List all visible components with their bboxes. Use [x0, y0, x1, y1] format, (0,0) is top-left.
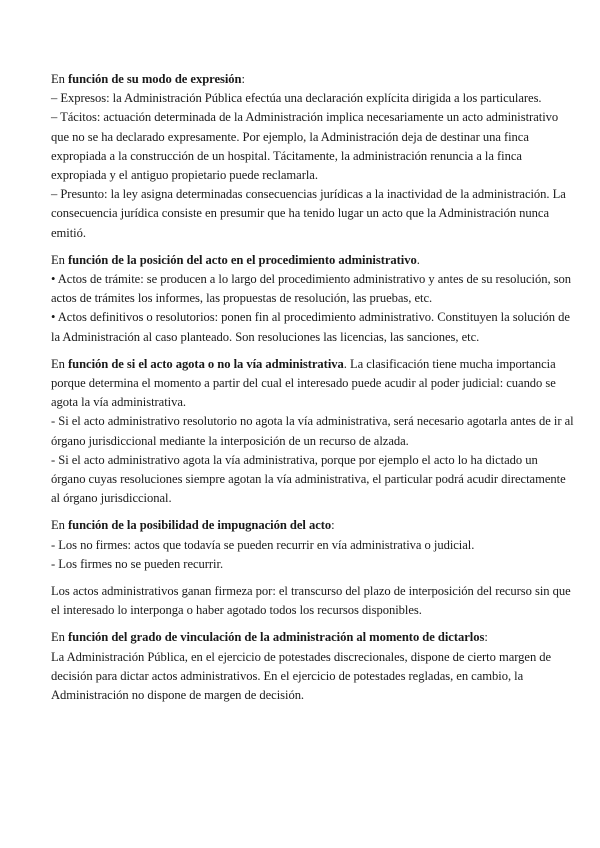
section-modo-expresion	[51, 70, 574, 243]
section-heading: En función de la posición del acto en el procedimiento administrativo.	[51, 252, 420, 267]
paragraph-line: • Actos de trámite: se producen a lo largo del procedimiento administrativo y antes de su resolución, son actos de trámites los informes, las propuestas de resolución, las pruebas, etc.	[51, 272, 572, 306]
paragraph-line: – Tácitos: actuación determinada de la Administración implica necesariamente un acto administrativo que no se ha declarado expresamente. Por ejemplo, la Administración deja de destinar una finca expropiada a la construcción de un hospital. Tácitamente, la administración renuncia a la finca expropiada y el antiguo propietario puede reclamarla.	[51, 110, 559, 183]
heading-bold: función de la posibilidad de impugnación del acto	[68, 518, 332, 533]
section-heading: En función de si el acto agota o no la vía administrativa. La clasificación tiene mucha importancia porque determina el momento a partir del cual el interesado puede acudir al poder judicial: cuando se agota la vía administrativa.	[51, 356, 556, 410]
paragraph-line: - Si el acto administrativo agota la vía administrativa, porque por ejemplo el acto lo ha dictado un órgano cuyas resoluciones siempre agotan la vía administrativa, el particular podrá acudir directamente al órgano jurisdiccional.	[51, 452, 566, 506]
section-posicion-acto	[51, 251, 574, 347]
paragraph-line: – Expresos: la Administración Pública efectúa una declaración explícita dirigida a los particulares.	[51, 91, 542, 106]
section-via-administrativa	[51, 355, 574, 509]
section-heading: En función de la posibilidad de impugnación del acto:	[51, 518, 335, 533]
section-heading: En función del grado de vinculación de la administración al momento de dictarlos:	[51, 630, 488, 645]
section-vinculacion	[51, 628, 574, 705]
heading-bold: función de su modo de expresión	[68, 72, 242, 86]
paragraph-line: - Los firmes no se pueden recurrir.	[51, 556, 224, 571]
heading-bold: función de la posición del acto en el procedimiento administrativo	[68, 252, 417, 267]
heading-bold: función de si el acto agota o no la vía administrativa	[68, 356, 344, 371]
section-paragraph: Los actos administrativos ganan firmeza por: el transcurso del plazo de interposición del recurso sin que el interesado lo interponga o haber agotado todos los recursos disponibles.	[51, 584, 571, 618]
paragraph-line: - Los no firmes: actos que todavía se pueden recurrir en vía administrativa o judicial.	[51, 537, 475, 552]
paragraph-line: – Presunto: la ley asigna determinadas consecuencias jurídicas a la inactividad de la administración. La consecuencia jurídica consiste en presumir que ha tenido lugar un acto que la Administración nunca emitió.	[51, 187, 566, 240]
paragraph-line: La Administración Pública, en el ejercicio de potestades discrecionales, dispone de cierto margen de decisión para dictar actos administrativos. En el ejercicio de potestades regladas, en cambio, la Administración no dispone de margen de decisión.	[51, 649, 552, 703]
section-impugnacion	[51, 516, 574, 574]
heading-bold: función del grado de vinculación de la administración al momento de dictarlos	[68, 630, 485, 645]
section-heading: En función de su modo de expresión:	[51, 72, 245, 86]
section-firmeza	[51, 582, 574, 620]
paragraph-line: • Actos definitivos o resolutorios: ponen fin al procedimiento administrativo. Constituyen la solución de la Administración al caso planteado. Son resoluciones las licencias, las sanciones, etc.	[51, 310, 570, 344]
paragraph-line: - Si el acto administrativo resolutorio no agota la vía administrativa, será necesario agotarla antes de ir al órgano jurisdiccional mediante la interposición de un recurso de alzada.	[51, 414, 574, 448]
